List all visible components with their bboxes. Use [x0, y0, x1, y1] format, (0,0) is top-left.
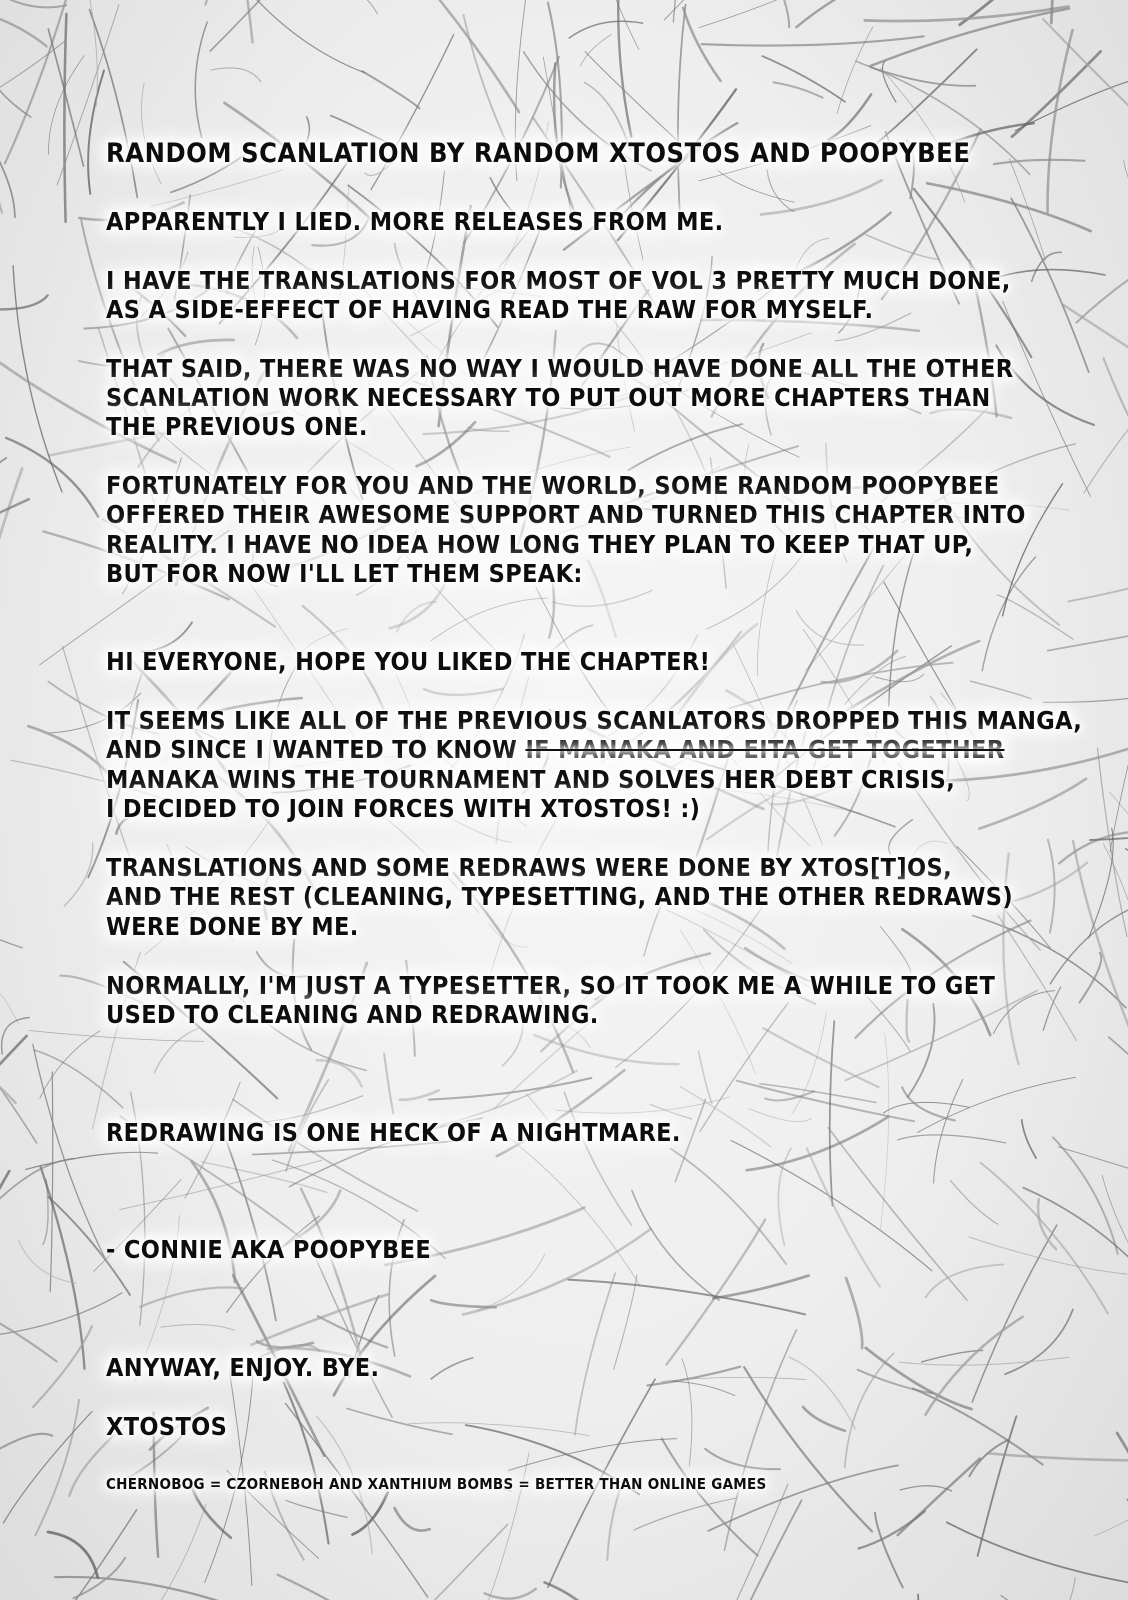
- paragraph-line: NORMALLY, I'M JUST A TYPESETTER, SO IT TOOK ME A WHILE TO GET: [106, 971, 996, 1000]
- paragraph-line: MANAKA WINS THE TOURNAMENT AND SOLVES HER DEBT CRISIS,: [106, 765, 956, 794]
- paragraph-line-with-strikethrough: [106, 735, 1004, 765]
- notes-title: RANDOM SCANLATION BY RANDOM XTOSTOS AND POOPYBEE: [106, 138, 971, 169]
- paragraph-line: IT SEEMS LIKE ALL OF THE PREVIOUS SCANLATORS DROPPED THIS MANGA,: [106, 706, 1083, 735]
- greeting-line: HI EVERYONE, HOPE YOU LIKED THE CHAPTER!: [106, 647, 711, 676]
- signature-poopybee: - CONNIE AKA POOPYBEE: [106, 1235, 432, 1264]
- paragraph-line: SCANLATION WORK NECESSARY TO PUT OUT MORE CHAPTERS THAN: [106, 383, 991, 412]
- paragraph-line: ANYWAY, ENJOY. BYE.: [106, 1353, 380, 1382]
- paragraph-line: BUT FOR NOW I'LL LET THEM SPEAK:: [106, 559, 583, 588]
- paragraph-line: APPARENTLY I LIED. MORE RELEASES FROM ME.: [106, 207, 724, 236]
- paragraph-line: REDRAWING IS ONE HECK OF A NIGHTMARE.: [106, 1118, 681, 1147]
- paragraph-line: THAT SAID, THERE WAS NO WAY I WOULD HAVE DONE ALL THE OTHER: [106, 354, 1014, 383]
- paragraph-line: USED TO CLEANING AND REDRAWING.: [106, 1000, 599, 1029]
- paragraph-line: WERE DONE BY ME.: [106, 912, 359, 941]
- paragraph-line: THE PREVIOUS ONE.: [106, 412, 368, 441]
- paragraph-line: I DECIDED TO JOIN FORCES WITH XTOSTOS! :): [106, 794, 701, 823]
- paragraph-line: FORTUNATELY FOR YOU AND THE WORLD, SOME RANDOM POOPYBEE: [106, 471, 1000, 500]
- struck-text: IF MANAKA AND EITA GET TOGETHER: [525, 735, 1005, 764]
- paragraph-line: REALITY. I HAVE NO IDEA HOW LONG THEY PLAN TO KEEP THAT UP,: [106, 530, 974, 559]
- line-prefix: AND SINCE I WANTED TO KNOW: [106, 735, 526, 764]
- paragraph-line: OFFERED THEIR AWESOME SUPPORT AND TURNED THIS CHAPTER INTO: [106, 500, 1026, 529]
- signature-xtostos: XTOSTOS: [106, 1412, 228, 1441]
- paragraph-line: I HAVE THE TRANSLATIONS FOR MOST OF VOL 3 PRETTY MUCH DONE,: [106, 266, 1011, 295]
- paragraph-line: AND THE REST (CLEANING, TYPESETTING, AND THE OTHER REDRAWS): [106, 882, 1013, 911]
- footer-note: CHERNOBOG = CZORNEBOH AND XANTHIUM BOMBS = BETTER THAN ONLINE GAMES: [106, 1475, 767, 1493]
- paragraph-line: AS A SIDE-EFFECT OF HAVING READ THE RAW FOR MYSELF.: [106, 295, 874, 324]
- paragraph-line: TRANSLATIONS AND SOME REDRAWS WERE DONE BY XTOS[T]OS,: [106, 853, 952, 882]
